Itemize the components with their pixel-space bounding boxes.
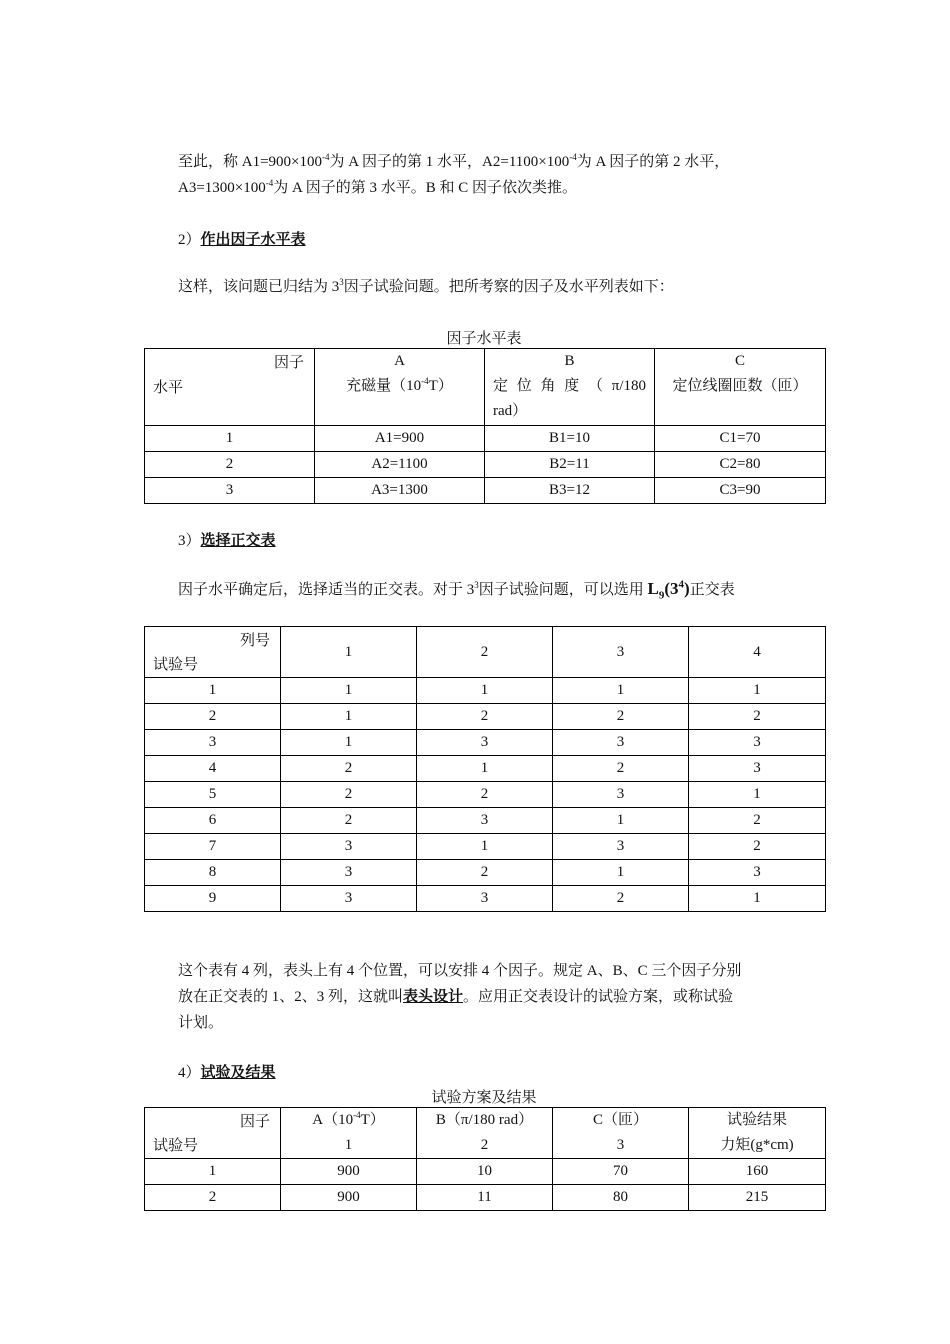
table-cell: 1 <box>145 426 315 452</box>
header-factor-b: B 定 位 角 度 （ π/180 rad） <box>485 349 655 426</box>
table-cell: 3 <box>689 756 826 782</box>
table-cell: 3 <box>417 886 553 912</box>
results-table-caption: 试验方案及结果 <box>431 1090 537 1106</box>
table-cell: 2 <box>689 834 826 860</box>
table-row <box>145 834 826 860</box>
table-cell: 1 <box>281 730 417 756</box>
intro-paragraph: 至此，称 $A1=900\times 100^{-4}$为 A 因子的第 1 水平，$A2=1100\times 100^{-4}$为 A 因子的第 2 水平， $A3=1300\times 100^{-4}$为 A 因子的第 3 水平。B 和 C 因子依次类推。 <box>178 152 730 196</box>
table-cell: 11 <box>417 1185 553 1211</box>
table-row <box>145 1185 826 1211</box>
table-cell: 2 <box>145 1185 281 1211</box>
header-factor-b: B（π/180 rad） 2 <box>417 1108 553 1159</box>
table-cell: 1 <box>417 756 553 782</box>
table-cell: 3 <box>553 782 689 808</box>
table-header-row <box>145 627 826 678</box>
header-factor-c: C 定位线圈匝数（匝） <box>655 349 826 426</box>
table-cell: 900 <box>281 1185 417 1211</box>
table-cell: 1 <box>553 678 689 704</box>
table-cell: 1 <box>145 678 281 704</box>
table-header-row <box>145 349 826 426</box>
table-cell: 2 <box>145 452 315 478</box>
table-row <box>145 808 826 834</box>
table-cell: 3 <box>689 860 826 886</box>
table-cell: 2 <box>281 808 417 834</box>
table-cell: 1 <box>145 1159 281 1185</box>
table-cell: 70 <box>553 1159 689 1185</box>
results-table <box>144 1107 826 1211</box>
factor-level-table-caption: 因子水平表 <box>446 331 522 347</box>
section-3-heading: 3）选择正交表 <box>178 533 276 549</box>
table-cell: 2 <box>281 756 417 782</box>
table-cell: 4 <box>145 756 281 782</box>
table-cell: 2 <box>553 756 689 782</box>
table-cell: 2 <box>417 782 553 808</box>
table-cell: 3 <box>281 834 417 860</box>
table-row <box>145 756 826 782</box>
orthogonal-table <box>144 626 826 912</box>
table-cell: 2 <box>689 808 826 834</box>
table-cell: 10 <box>417 1159 553 1185</box>
table-cell: 7 <box>145 834 281 860</box>
table-cell: 2 <box>417 627 553 678</box>
header-factor-a: A 充磁量$(10^{-4}T)$ <box>315 349 485 426</box>
table-cell: C2=80 <box>655 452 826 478</box>
diagonal-header-cell: 因子 水平 <box>145 349 315 426</box>
table-cell: 9 <box>145 886 281 912</box>
table-cell: 3 <box>553 627 689 678</box>
table-cell: 2 <box>689 704 826 730</box>
table-row <box>145 452 826 478</box>
table-row <box>145 704 826 730</box>
table-cell: 900 <box>281 1159 417 1185</box>
table-header-row <box>145 1108 826 1159</box>
diagonal-header-cell: 因子 试验号 <box>145 1108 281 1159</box>
section-2-heading: 2）作出因子水平表 <box>178 232 306 248</box>
section-4-heading: 4）试验及结果 <box>178 1065 276 1081</box>
table-row <box>145 678 826 704</box>
table-cell: 2 <box>553 886 689 912</box>
table-cell: B3=12 <box>485 478 655 504</box>
table-cell: A2=1100 <box>315 452 485 478</box>
table-cell: B2=11 <box>485 452 655 478</box>
table-cell: C3=90 <box>655 478 826 504</box>
table-cell: C1=70 <box>655 426 826 452</box>
diagonal-header-cell: 列号 试验号 <box>145 627 281 678</box>
section-3-paragraph: 因子水平确定后，选择适当的正交表。对于 $3^3$因子试验问题，可以选用 $L_9(3^4)$正交表 <box>178 578 735 602</box>
table-cell: 1 <box>281 704 417 730</box>
table-cell: 3 <box>281 860 417 886</box>
table-cell: 3 <box>145 730 281 756</box>
header-design-paragraph: 这个表有 4 列，表头上有 4 个位置，可以安排 4 个因子。规定 A、B、C 三个因子分别 放在正交表的 1、2、3 列，这就叫表头设计。应用正交表设计的试验方案，或称试验 计划。 <box>178 963 742 1031</box>
table-cell: 6 <box>145 808 281 834</box>
table-cell: 2 <box>553 704 689 730</box>
table-row <box>145 426 826 452</box>
section-2-paragraph: 这样，该问题已归结为 $3^3$因子试验问题。把所考察的因子及水平列表如下： <box>178 277 674 295</box>
table-row <box>145 860 826 886</box>
table-cell: 1 <box>553 860 689 886</box>
table-cell: 1 <box>689 678 826 704</box>
table-cell: 3 <box>553 834 689 860</box>
table-cell: 2 <box>281 782 417 808</box>
table-cell: 1 <box>689 782 826 808</box>
table-cell: A1=900 <box>315 426 485 452</box>
table-cell: 1 <box>689 886 826 912</box>
table-cell: 3 <box>281 886 417 912</box>
table-cell: 1 <box>281 678 417 704</box>
table-cell: 4 <box>689 627 826 678</box>
table-cell: 3 <box>553 730 689 756</box>
factor-level-table <box>144 348 826 504</box>
table-cell: 8 <box>145 860 281 886</box>
table-cell: 5 <box>145 782 281 808</box>
table-row <box>145 478 826 504</box>
table-cell: 3 <box>417 808 553 834</box>
table-cell: 2 <box>417 860 553 886</box>
table-cell: 3 <box>145 478 315 504</box>
table-cell: 1 <box>417 834 553 860</box>
table-cell: 215 <box>689 1185 826 1211</box>
table-row <box>145 730 826 756</box>
table-row <box>145 782 826 808</box>
table-cell: 2 <box>145 704 281 730</box>
table-row <box>145 886 826 912</box>
header-factor-c: C（匝） 3 <box>553 1108 689 1159</box>
table-cell: 80 <box>553 1185 689 1211</box>
table-cell: 3 <box>417 730 553 756</box>
table-cell: A3=1300 <box>315 478 485 504</box>
table-cell: 1 <box>417 678 553 704</box>
table-cell: 1 <box>281 627 417 678</box>
table-cell: B1=10 <box>485 426 655 452</box>
table-row <box>145 1159 826 1185</box>
table-cell: 160 <box>689 1159 826 1185</box>
header-factor-a: $A(10^{-4}T)$ 1 <box>281 1108 417 1159</box>
table-cell: 1 <box>553 808 689 834</box>
header-result: 试验结果 力矩(g*cm) <box>689 1108 826 1159</box>
table-cell: 2 <box>417 704 553 730</box>
table-cell: 3 <box>689 730 826 756</box>
